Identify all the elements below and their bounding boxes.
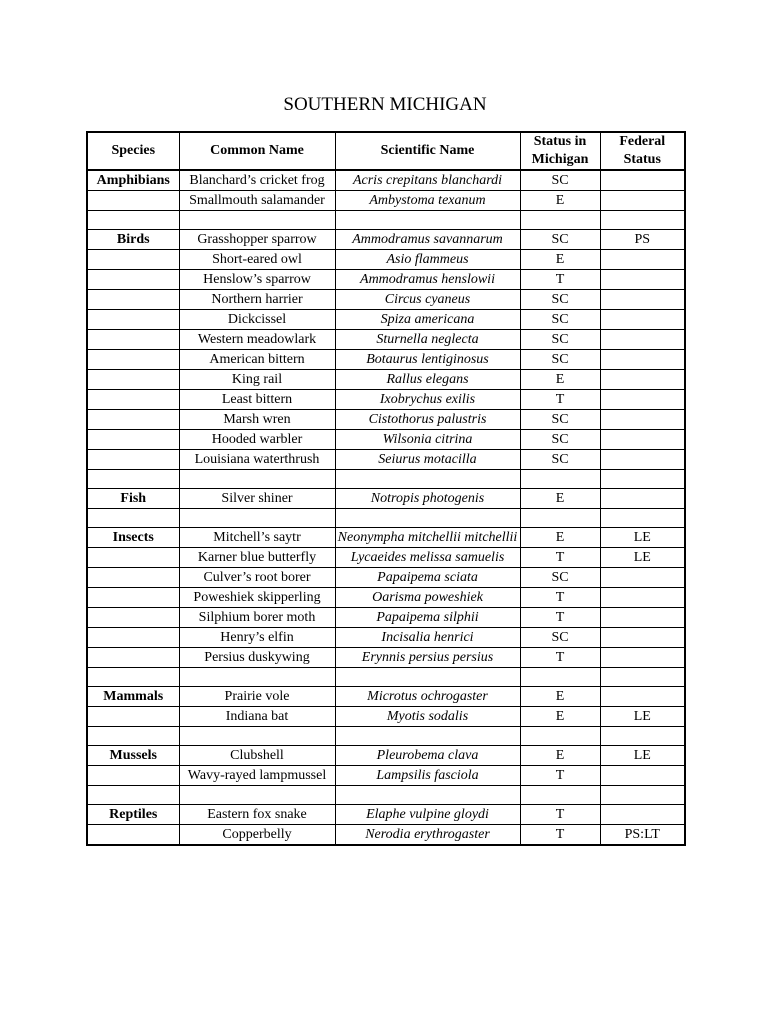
federal-status-cell [600,290,685,310]
column-header-common-name: Common Name [179,132,335,170]
federal-status-cell: PS [600,230,685,250]
scientific-name-cell: Sturnella neglecta [335,330,520,350]
group-spacer-row [87,727,685,746]
scientific-name-cell: Ammodramus henslowii [335,270,520,290]
federal-status-cell: LE [600,746,685,766]
species-group-cell: Fish [87,489,179,509]
table-row [87,588,685,608]
table-row [87,310,685,330]
michigan-status-cell: E [520,707,600,727]
scientific-name-cell: Pleurobema clava [335,746,520,766]
michigan-status-cell: E [520,687,600,707]
group-spacer-row [87,668,685,687]
scientific-name-cell: Lycaeides melissa samuelis [335,548,520,568]
spacer-cell [335,509,520,528]
michigan-status-cell: T [520,608,600,628]
federal-status-cell [600,568,685,588]
common-name-cell: Indiana bat [179,707,335,727]
scientific-name-cell: Papaipema sciata [335,568,520,588]
table-row [87,230,685,250]
spacer-cell [179,509,335,528]
species-group-cell [87,410,179,430]
spacer-cell [335,786,520,805]
michigan-status-cell: SC [520,568,600,588]
federal-status-cell [600,588,685,608]
table-row [87,170,685,191]
federal-status-cell [600,805,685,825]
common-name-cell: Persius duskywing [179,648,335,668]
michigan-status-cell: SC [520,350,600,370]
common-name-cell: Prairie vole [179,687,335,707]
spacer-cell [600,727,685,746]
species-group-cell [87,766,179,786]
group-spacer-row [87,470,685,489]
federal-status-cell [600,390,685,410]
spacer-cell [335,668,520,687]
table-row [87,805,685,825]
spacer-cell [179,786,335,805]
common-name-cell: Copperbelly [179,825,335,846]
scientific-name-cell: Papaipema silphii [335,608,520,628]
species-group-cell: Mammals [87,687,179,707]
scientific-name-cell: Seiurus motacilla [335,450,520,470]
species-group-cell [87,608,179,628]
species-group-cell [87,250,179,270]
common-name-cell: Culver’s root borer [179,568,335,588]
federal-status-cell [600,410,685,430]
federal-status-cell [600,270,685,290]
federal-status-cell [600,648,685,668]
michigan-status-cell: T [520,548,600,568]
spacer-cell [87,211,179,230]
spacer-cell [600,470,685,489]
table-row [87,250,685,270]
species-group-cell [87,707,179,727]
common-name-cell: Henslow’s sparrow [179,270,335,290]
michigan-status-cell: T [520,825,600,846]
federal-status-cell [600,250,685,270]
species-group-cell: Insects [87,528,179,548]
species-group-cell [87,270,179,290]
michigan-status-cell: T [520,390,600,410]
common-name-cell: Silver shiner [179,489,335,509]
federal-status-cell [600,766,685,786]
table-row [87,370,685,390]
spacer-cell [520,509,600,528]
column-header-scientific-name: Scientific Name [335,132,520,170]
spacer-cell [600,668,685,687]
michigan-status-cell: T [520,588,600,608]
common-name-cell: Hooded warbler [179,430,335,450]
federal-status-cell [600,450,685,470]
scientific-name-cell: Rallus elegans [335,370,520,390]
column-header-species: Species [87,132,179,170]
table-row [87,270,685,290]
michigan-status-cell: SC [520,330,600,350]
federal-status-cell: LE [600,528,685,548]
federal-status-cell [600,608,685,628]
page-title: SOUTHERN MICHIGAN [283,94,487,115]
species-group-cell: Mussels [87,746,179,766]
column-header-status-in-michigan: Status in Michigan [520,132,600,170]
michigan-status-cell: SC [520,170,600,191]
table-body [87,170,685,845]
scientific-name-cell: Cistothorus palustris [335,410,520,430]
michigan-status-cell: SC [520,230,600,250]
table-row [87,746,685,766]
federal-status-cell: LE [600,707,685,727]
spacer-cell [87,727,179,746]
federal-status-cell [600,430,685,450]
scientific-name-cell: Acris crepitans blanchardi [335,170,520,191]
federal-status-cell [600,310,685,330]
species-group-cell [87,430,179,450]
federal-status-cell [600,687,685,707]
table-row [87,350,685,370]
federal-status-cell [600,628,685,648]
common-name-cell: Wavy-rayed lampmussel [179,766,335,786]
table-row [87,628,685,648]
common-name-cell: Karner blue butterfly [179,548,335,568]
common-name-cell: American bittern [179,350,335,370]
table-row [87,766,685,786]
spacer-cell [520,786,600,805]
group-spacer-row [87,211,685,230]
species-group-cell [87,648,179,668]
species-status-table [86,131,686,846]
species-group-cell [87,370,179,390]
spacer-cell [335,470,520,489]
table-row [87,825,685,846]
spacer-cell [600,211,685,230]
species-group-cell [87,548,179,568]
michigan-status-cell: SC [520,628,600,648]
spacer-cell [87,509,179,528]
spacer-cell [335,727,520,746]
common-name-cell: Smallmouth salamander [179,191,335,211]
michigan-status-cell: T [520,766,600,786]
scientific-name-cell: Microtus ochrogaster [335,687,520,707]
common-name-cell: Western meadowlark [179,330,335,350]
scientific-name-cell: Spiza americana [335,310,520,330]
common-name-cell: King rail [179,370,335,390]
michigan-status-cell: SC [520,450,600,470]
table-row [87,648,685,668]
table-row [87,528,685,548]
michigan-status-cell: T [520,805,600,825]
michigan-status-cell: SC [520,410,600,430]
federal-status-cell [600,191,685,211]
scientific-name-cell: Elaphe vulpine gloydi [335,805,520,825]
species-group-cell [87,330,179,350]
species-group-cell [87,568,179,588]
michigan-status-cell: SC [520,290,600,310]
table-row [87,450,685,470]
spacer-cell [87,786,179,805]
species-group-cell [87,350,179,370]
michigan-status-cell: E [520,370,600,390]
table-row [87,568,685,588]
species-group-cell: Amphibians [87,170,179,191]
table-row [87,290,685,310]
scientific-name-cell: Asio flammeus [335,250,520,270]
spacer-cell [520,727,600,746]
scientific-name-cell: Ammodramus savannarum [335,230,520,250]
spacer-cell [179,470,335,489]
federal-status-cell [600,350,685,370]
common-name-cell: Northern harrier [179,290,335,310]
table-row [87,410,685,430]
table-row [87,687,685,707]
table-row [87,707,685,727]
spacer-cell [520,211,600,230]
michigan-status-cell: E [520,191,600,211]
column-header-federal-status: Federal Status [600,132,685,170]
table-row [87,430,685,450]
federal-status-cell [600,489,685,509]
michigan-status-cell: E [520,250,600,270]
common-name-cell: Least bittern [179,390,335,410]
michigan-status-cell: SC [520,430,600,450]
spacer-cell [179,727,335,746]
common-name-cell: Grasshopper sparrow [179,230,335,250]
scientific-name-cell: Oarisma poweshiek [335,588,520,608]
species-group-cell [87,191,179,211]
federal-status-cell [600,370,685,390]
michigan-status-cell: T [520,648,600,668]
michigan-status-cell: E [520,489,600,509]
spacer-cell [600,509,685,528]
scientific-name-cell: Neonympha mitchellii mitchellii [335,528,520,548]
scientific-name-cell: Incisalia henrici [335,628,520,648]
spacer-cell [87,470,179,489]
table-row [87,330,685,350]
michigan-status-cell: E [520,528,600,548]
spacer-cell [87,668,179,687]
common-name-cell: Blanchard’s cricket frog [179,170,335,191]
table-row [87,548,685,568]
scientific-name-cell: Wilsonia citrina [335,430,520,450]
table-row [87,489,685,509]
species-group-cell [87,588,179,608]
spacer-cell [179,668,335,687]
scientific-name-cell: Notropis photogenis [335,489,520,509]
federal-status-cell: LE [600,548,685,568]
federal-status-cell: PS:LT [600,825,685,846]
michigan-status-cell: E [520,746,600,766]
table-row [87,608,685,628]
federal-status-cell [600,330,685,350]
scientific-name-cell: Circus cyaneus [335,290,520,310]
spacer-cell [520,470,600,489]
group-spacer-row [87,509,685,528]
group-spacer-row [87,786,685,805]
common-name-cell: Clubshell [179,746,335,766]
common-name-cell: Silphium borer moth [179,608,335,628]
common-name-cell: Eastern fox snake [179,805,335,825]
species-group-cell [87,310,179,330]
michigan-status-cell: SC [520,310,600,330]
spacer-cell [335,211,520,230]
common-name-cell: Marsh wren [179,410,335,430]
spacer-cell [179,211,335,230]
species-group-cell [87,390,179,410]
common-name-cell: Poweshiek skipperling [179,588,335,608]
common-name-cell: Henry’s elfin [179,628,335,648]
spacer-cell [600,786,685,805]
michigan-status-cell: T [520,270,600,290]
species-group-cell: Reptiles [87,805,179,825]
species-group-cell [87,450,179,470]
scientific-name-cell: Erynnis persius persius [335,648,520,668]
scientific-name-cell: Lampsilis fasciola [335,766,520,786]
spacer-cell [520,668,600,687]
table-row [87,191,685,211]
scientific-name-cell: Ixobrychus exilis [335,390,520,410]
species-group-cell [87,290,179,310]
table-header-row [87,132,685,170]
scientific-name-cell: Myotis sodalis [335,707,520,727]
scientific-name-cell: Ambystoma texanum [335,191,520,211]
common-name-cell: Louisiana waterthrush [179,450,335,470]
table-row [87,390,685,410]
common-name-cell: Short-eared owl [179,250,335,270]
species-group-cell [87,825,179,846]
common-name-cell: Dickcissel [179,310,335,330]
common-name-cell: Mitchell’s saytr [179,528,335,548]
scientific-name-cell: Botaurus lentiginosus [335,350,520,370]
federal-status-cell [600,170,685,191]
species-group-cell [87,628,179,648]
scientific-name-cell: Nerodia erythrogaster [335,825,520,846]
species-group-cell: Birds [87,230,179,250]
